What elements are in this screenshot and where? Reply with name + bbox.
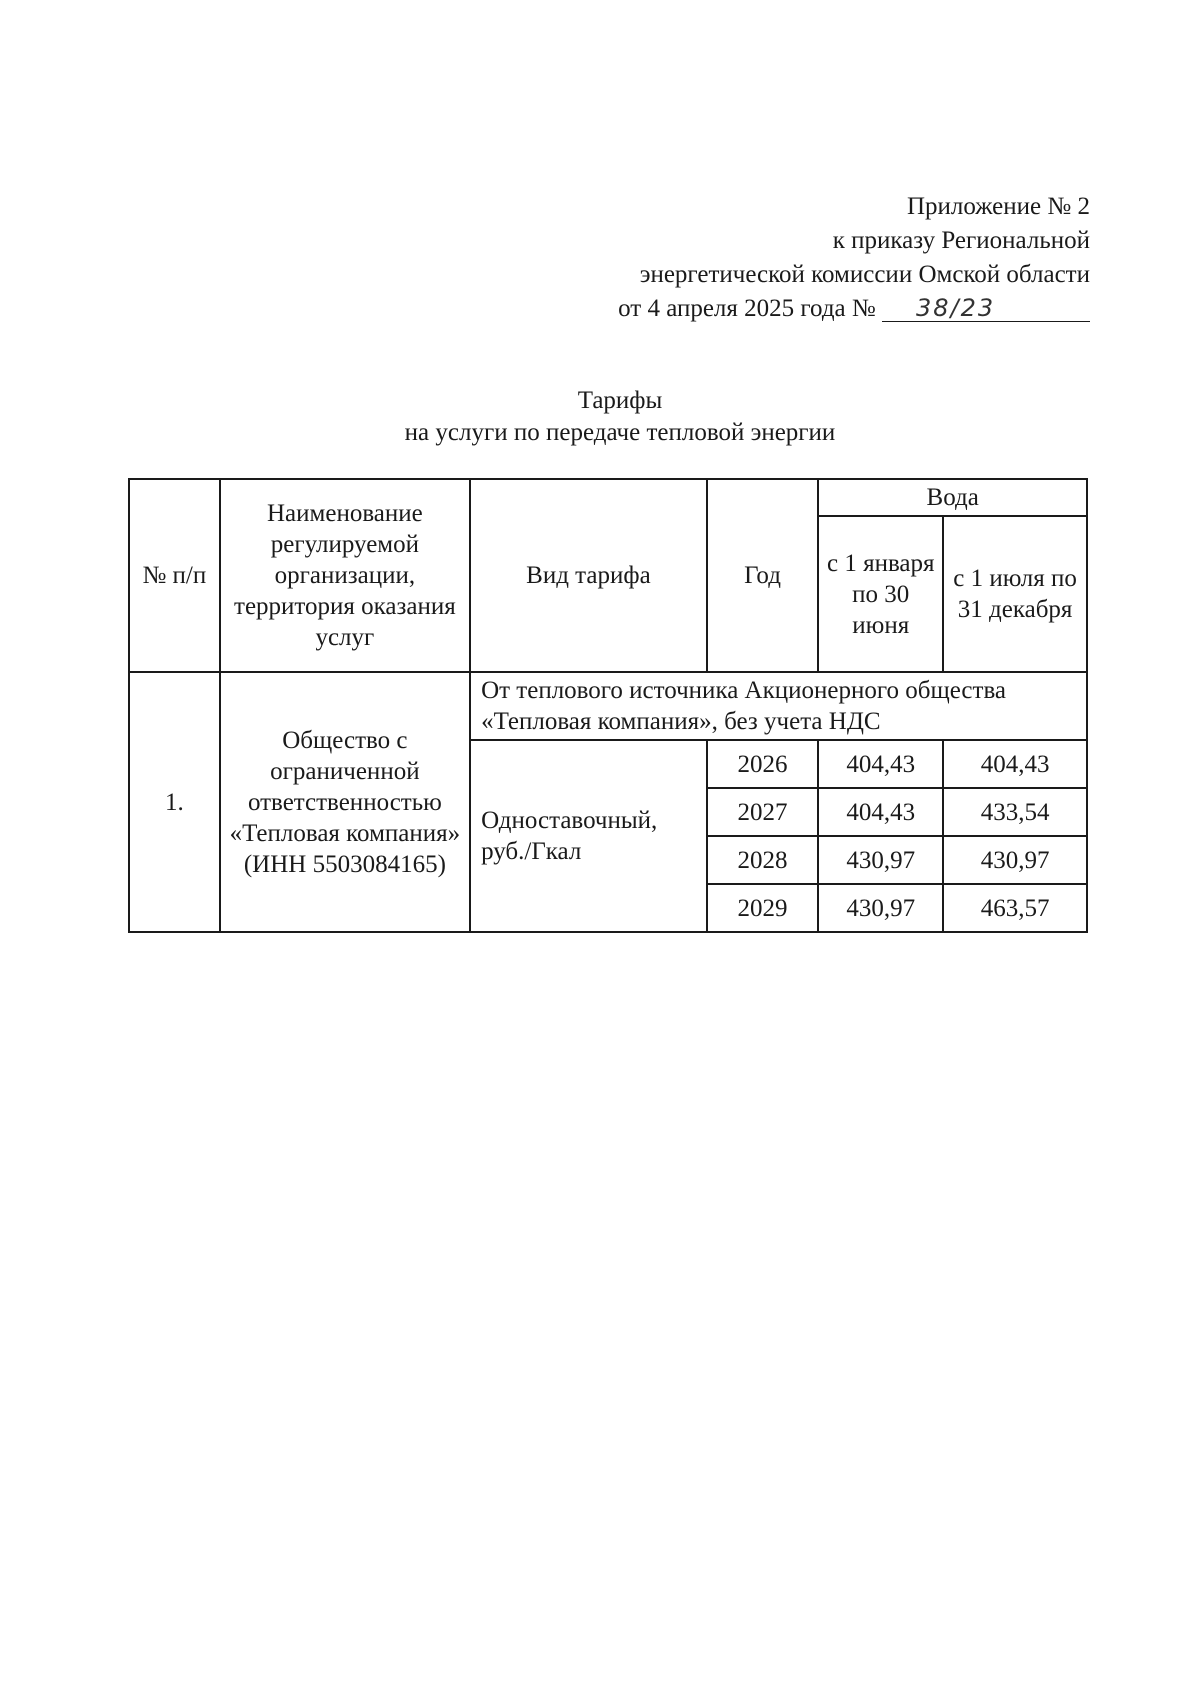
appendix-date-line xyxy=(530,292,1090,326)
tariffs-table xyxy=(128,478,1088,933)
appendix-order-ref: к приказу Региональной xyxy=(832,227,1090,254)
header-period-2: с 1 июля по 31 декабря xyxy=(943,516,1087,672)
cell-period-2: 430,97 xyxy=(943,836,1087,884)
table-row-source xyxy=(129,672,1087,740)
row-organization: Общество с ограниченной ответственностью «Тепловая компания» (ИНН 5503084165) xyxy=(220,672,470,932)
appendix-commission: энергетической комиссии Омской области xyxy=(639,261,1090,288)
header-period-1: с 1 января по 30 июня xyxy=(818,516,943,672)
cell-year: 2027 xyxy=(707,788,819,836)
row-tariff-type: Одноставочный, руб./Гкал xyxy=(470,740,707,932)
row-number: 1. xyxy=(129,672,220,932)
cell-period-2: 463,57 xyxy=(943,884,1087,932)
header-row-1 xyxy=(129,479,1087,516)
header-number: № п/п xyxy=(129,479,220,672)
cell-period-2: 433,54 xyxy=(943,788,1087,836)
appendix-date: от 4 апреля 2025 года № xyxy=(618,295,876,322)
document-title xyxy=(0,385,1200,449)
cell-period-1: 404,43 xyxy=(818,740,943,788)
cell-year: 2029 xyxy=(707,884,819,932)
row-source: От теплового источника Акционерного общества «Тепловая компания», без учета НДС xyxy=(470,672,1087,740)
appendix-title: Приложение № 2 xyxy=(906,193,1090,220)
cell-period-2: 404,43 xyxy=(943,740,1087,788)
title-subtitle: на услуги по передаче тепловой энергии xyxy=(404,419,836,446)
header-tariff-type: Вид тарифа xyxy=(470,479,707,672)
cell-period-1: 404,43 xyxy=(818,788,943,836)
header-organization: Наименование регулируемой организации, территория оказания услуг xyxy=(220,479,470,672)
cell-period-1: 430,97 xyxy=(818,836,943,884)
header-year: Год xyxy=(707,479,819,672)
cell-year: 2028 xyxy=(707,836,819,884)
header-water: Вода xyxy=(818,479,1087,516)
cell-period-1: 430,97 xyxy=(818,884,943,932)
order-number-handwritten: 38/23 xyxy=(882,295,1090,322)
appendix-header xyxy=(530,190,1090,326)
title-main: Тарифы xyxy=(577,387,663,414)
cell-year: 2026 xyxy=(707,740,819,788)
